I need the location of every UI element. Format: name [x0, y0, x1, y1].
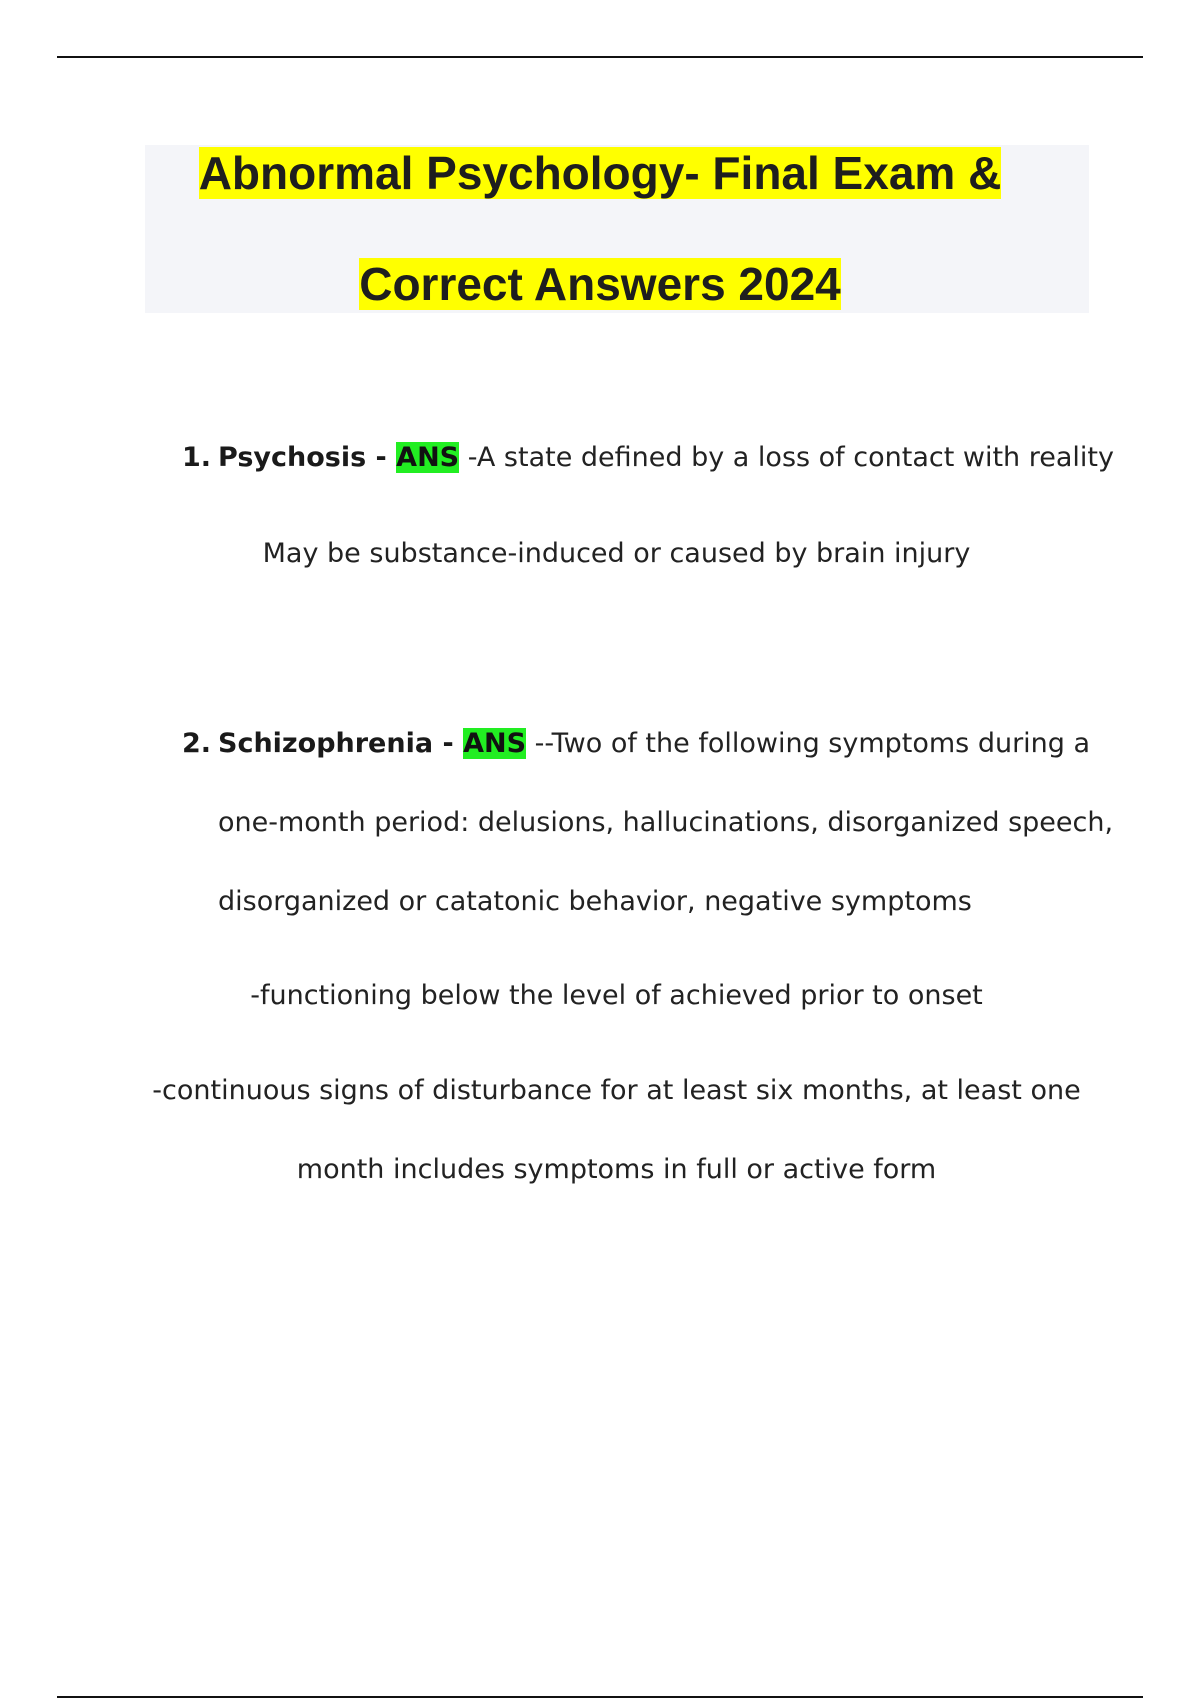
document-title-line-1	[0, 145, 1200, 201]
document-title-line-2	[0, 256, 1200, 312]
question-2-term: Schizophrenia -	[218, 728, 464, 759]
question-2-number: 2.	[182, 728, 212, 759]
question-2-answer-cont-2: disorganized or catatonic behavior, negative symptoms	[218, 886, 972, 917]
title-highlight-1: Abnormal Psychology- Final Exam &	[198, 147, 1002, 199]
question-2-line	[218, 726, 1090, 762]
question-2-answer: --Two of the following symptoms during a	[526, 728, 1091, 759]
question-1-extra-line-1: May be substance-induced or caused by brain injury	[262, 538, 971, 569]
footer-rule	[57, 1696, 1143, 1698]
question-1-answer: -A state defined by a loss of contact with reality	[459, 442, 1114, 473]
question-1-line	[218, 440, 1114, 476]
question-1-term: Psychosis -	[218, 442, 397, 473]
question-2-extra-line-1: -functioning below the level of achieved prior to onset	[250, 980, 983, 1011]
title-highlight-2: Correct Answers 2024	[359, 258, 841, 310]
question-1-ans-label: ANS	[396, 442, 460, 473]
question-1-number: 1.	[182, 442, 212, 473]
question-2-extra-line-3: month includes symptoms in full or active form	[296, 1154, 937, 1185]
question-2-answer-cont-1: one-month period: delusions, hallucinations, disorganized speech,	[218, 807, 1114, 838]
question-2-ans-label: ANS	[463, 728, 527, 759]
question-2-extra-line-2: -continuous signs of disturbance for at least six months, at least one	[152, 1075, 1081, 1106]
header-rule	[57, 56, 1143, 58]
